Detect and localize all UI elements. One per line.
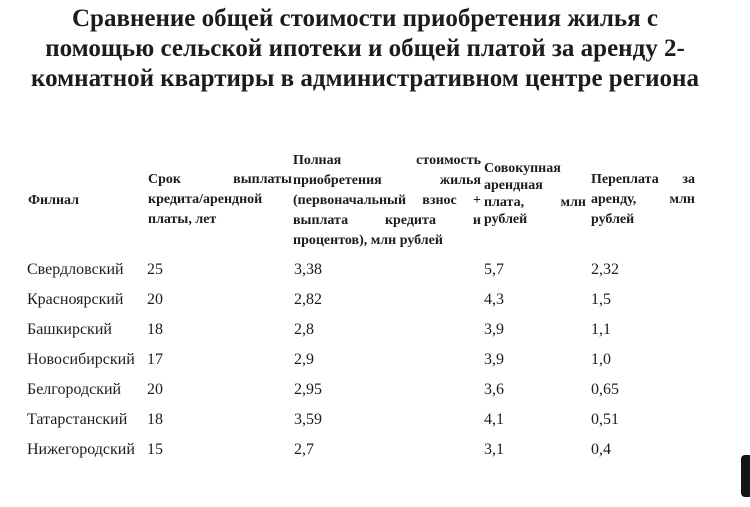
cell-total-rent: 3,9 bbox=[484, 321, 504, 338]
cell-branch: Татарстанский bbox=[27, 411, 128, 428]
cell-overpayment: 0,65 bbox=[591, 381, 619, 398]
cell-overpayment: 1,0 bbox=[591, 351, 611, 368]
cell-overpayment: 1,1 bbox=[591, 321, 611, 338]
table-row bbox=[0, 376, 750, 404]
table-row bbox=[0, 346, 750, 374]
cell-full-cost: 2,82 bbox=[294, 291, 322, 308]
cell-term: 25 bbox=[147, 261, 163, 278]
column-header-full-cost: Полная стоимость приобретения жилья (первоначальный взнос + выплата кредита и процентов), млн рублей bbox=[293, 153, 481, 248]
cell-term: 18 bbox=[147, 321, 163, 338]
cell-overpayment: 0,4 bbox=[591, 441, 611, 458]
cell-overpayment: 1,5 bbox=[591, 291, 611, 308]
cell-total-rent: 3,6 bbox=[484, 381, 504, 398]
cell-full-cost: 3,59 bbox=[294, 411, 322, 428]
column-header-total-rent: Совокупная арендная плата, млн рублей bbox=[484, 161, 586, 227]
column-header-branch: Филиал bbox=[28, 193, 79, 208]
cell-total-rent: 3,9 bbox=[484, 351, 504, 368]
table-row bbox=[0, 406, 750, 434]
cell-total-rent: 3,1 bbox=[484, 441, 504, 458]
cell-branch: Белгородский bbox=[27, 381, 122, 398]
table-row bbox=[0, 256, 750, 284]
cell-term: 17 bbox=[147, 351, 163, 368]
column-header-overpayment: Переплата за аренду, млн рублей bbox=[591, 172, 695, 227]
table-row bbox=[0, 316, 750, 344]
cell-full-cost: 2,9 bbox=[294, 351, 314, 368]
cell-full-cost: 2,8 bbox=[294, 321, 314, 338]
cell-term: 20 bbox=[147, 291, 163, 308]
cell-term: 20 bbox=[147, 381, 163, 398]
cell-term: 18 bbox=[147, 411, 163, 428]
table-row bbox=[0, 436, 750, 464]
document-title: Сравнение общей стоимости приобретения жилья с помощью сельской ипотеки и общей платой за аренду 2-комнатной квартиры в административном центре региона bbox=[31, 5, 699, 92]
cell-overpayment: 0,51 bbox=[591, 411, 619, 428]
cell-total-rent: 4,3 bbox=[484, 291, 504, 308]
cell-full-cost: 2,95 bbox=[294, 381, 322, 398]
column-header-term: Срок выплаты кредита/арендной платы, лет bbox=[148, 172, 292, 227]
cell-total-rent: 4,1 bbox=[484, 411, 504, 428]
cell-full-cost: 3,38 bbox=[294, 261, 322, 278]
cell-total-rent: 5,7 bbox=[484, 261, 504, 278]
table-row bbox=[0, 286, 750, 314]
cell-branch: Красноярский bbox=[27, 291, 124, 308]
cell-branch: Новосибирский bbox=[27, 351, 135, 368]
cell-full-cost: 2,7 bbox=[294, 441, 314, 458]
cell-branch: Башкирский bbox=[27, 321, 112, 338]
cell-overpayment: 2,32 bbox=[591, 261, 619, 278]
cell-term: 15 bbox=[147, 441, 163, 458]
cell-branch: Нижегородский bbox=[27, 441, 135, 458]
scroll-indicator[interactable] bbox=[741, 455, 750, 497]
cell-branch: Свердловский bbox=[27, 261, 124, 278]
